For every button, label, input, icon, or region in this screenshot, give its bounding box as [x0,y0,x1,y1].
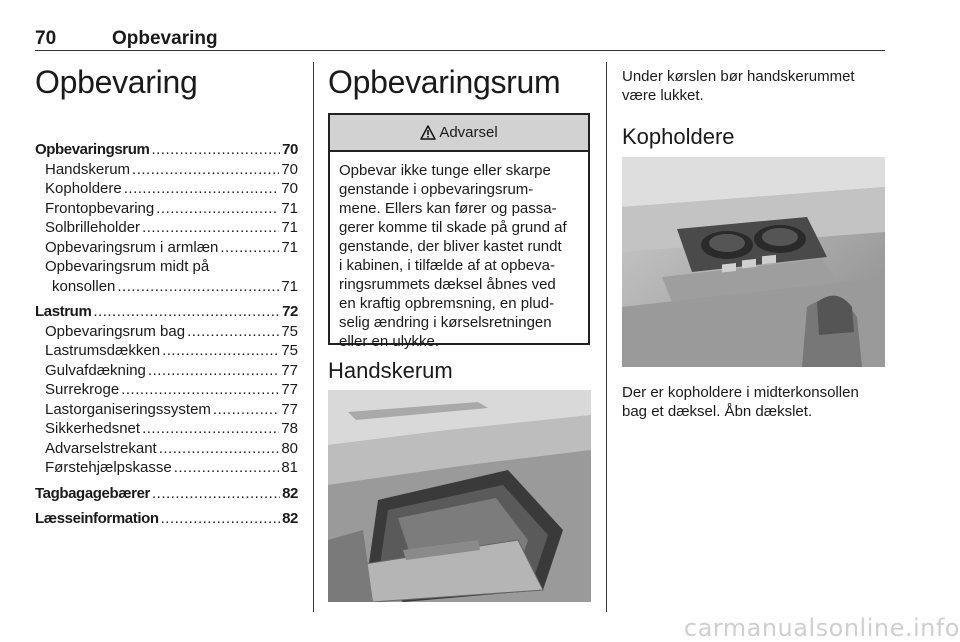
toc-entry-page: 77 [281,400,298,418]
toc-entry [35,458,298,478]
toc-leader-dots [142,419,279,439]
toc-leader-dots [93,302,280,322]
toc-entry-page: 72 [282,303,298,320]
toc-entry-label: Kopholdere [45,180,122,197]
toc-entry-label: konsollen [52,277,116,295]
toc-entry-page: 71 [281,238,298,256]
toc-leader-dots [159,439,280,459]
toc-entry-page: 80 [281,439,298,457]
chapter-title: Opbevaring [35,64,198,100]
toc-entry [35,199,298,219]
toc-entry-label: Opbevaringsrum i armlæn [45,238,219,256]
toc-entry-label: Opbevaringsrum bag [45,322,186,340]
section-title: Opbevaringsrum [328,64,561,100]
toc-entry-label: Førstehjælpskasse [45,459,172,476]
subsection-title-cupholders: Kopholdere [622,124,735,149]
toc-leader-dots [187,322,279,342]
text-line: bag et dæksel. Åbn dækslet. [622,403,813,420]
text-line: være lukket. [622,87,704,104]
toc-leader-dots [142,218,279,238]
warning-line: genstande i opbevaringsrum- [339,181,534,198]
warning-line: en kraftig opbremsning, en plud- [339,295,555,312]
toc-entry-label: Frontopbevaring [45,199,155,217]
toc-entry [35,380,298,400]
toc-entry [35,160,298,180]
glovebox-image [328,390,591,602]
warning-triangle-icon [420,125,436,140]
toc-entry-page: 78 [281,420,298,437]
toc-entry-page: 77 [281,381,298,398]
toc-entry-page: 70 [281,160,298,178]
toc-entry-page: 82 [282,510,298,527]
column-divider-left [313,62,314,612]
text-line: Der er kopholdere i midterkonsollen [622,384,859,401]
toc-entry-label: Opbevaringsrum [35,141,150,158]
warning-line: i kabinen, i tilfælde af at opbeva- [339,257,555,274]
toc-leader-dots [152,484,280,504]
toc-leader-dots [132,160,279,180]
warning-text [330,152,588,351]
warning-box [328,113,590,350]
toc-leader-dots [161,509,280,529]
toc-entry [35,439,298,459]
toc-leader-dots [162,341,279,361]
toc-leader-dots [121,380,279,400]
toc-entry-label: Gulvafdækning [45,361,146,379]
toc-entry-page: 82 [282,484,298,502]
text-line: Under kørslen bør handskerummet [622,68,855,85]
toc-entry-page: 75 [281,342,298,359]
toc-leader-dots [151,140,280,160]
toc-leader-dots [156,199,279,219]
toc-leader-dots [117,277,279,297]
toc-entry-page: 81 [281,459,298,476]
toc-entry-label: Advarselstrekant [45,439,157,457]
warning-heading: Advarsel [439,124,498,141]
toc-entry-label: Opbevaringsrum midt på [45,258,210,275]
toc-entry-label: Lastorganiseringssystem [45,400,211,418]
toc-entry [35,400,298,420]
toc-entry-label: Solbrilleholder [45,219,141,236]
warning-line: genstande, der bliver kastet rundt [339,238,562,255]
toc-leader-dots [213,400,279,420]
intro-paragraph [622,67,887,105]
header-section-title: Opbevaring [112,28,218,49]
warning-line: eller en ulykke. [339,333,440,350]
toc-entry [35,302,298,322]
toc-entry-page: 71 [281,199,298,217]
toc-entry [35,257,298,277]
toc-entry-page: 70 [281,180,298,197]
toc-entry [35,484,298,504]
subsection-title-glovebox: Handskerum [328,358,453,383]
header-rule [35,50,885,51]
warning-line: gerer komme til skade på grund af [339,219,567,236]
toc-leader-dots [124,179,280,199]
warning-header [330,115,588,152]
page-header [35,28,885,52]
toc-entry [35,322,298,342]
toc-entry-label: Surrekroge [45,381,120,398]
page-number: 70 [35,28,57,49]
toc-entry-label: Lastrum [35,303,92,320]
toc-entry [35,179,298,199]
toc-entry-page: 71 [281,277,298,295]
toc-leader-dots [148,361,279,381]
column-divider-right [606,62,607,612]
toc-entry-page: 71 [281,219,298,236]
toc-entry-label: Lastrumsdækken [45,342,161,359]
toc-leader-dots [220,238,279,258]
toc-entry-page: 70 [282,141,298,158]
toc-entry [35,277,298,297]
toc-entry-page: 75 [281,322,298,340]
warning-line: Opbevar ikke tunge eller skarpe [339,162,551,179]
toc-entry [35,140,298,160]
toc-entry [35,218,298,238]
cupholder-image [622,157,885,367]
cupholder-caption [622,383,887,421]
warning-line: selig ændring i kørselsretningen [339,314,552,331]
toc-entry-label: Læsseinformation [35,510,159,527]
toc-entry-label: Sikkerhedsnet [45,420,141,437]
watermark: carmanualsonline.info [683,614,960,642]
toc-entry [35,341,298,361]
toc-entry [35,361,298,381]
toc-entry [35,238,298,258]
toc-leader-dots [174,458,280,478]
warning-line: ringsrummets dæksel åbnes ved [339,276,556,293]
toc-entry-page: 77 [281,361,298,379]
warning-line: mene. Ellers kan fører og passa- [339,200,557,217]
toc-entry-label: Handskerum [45,160,131,178]
toc-entry [35,509,298,529]
toc-entry-label: Tagbagagebærer [35,484,150,502]
table-of-contents [35,140,298,529]
toc-entry [35,419,298,439]
